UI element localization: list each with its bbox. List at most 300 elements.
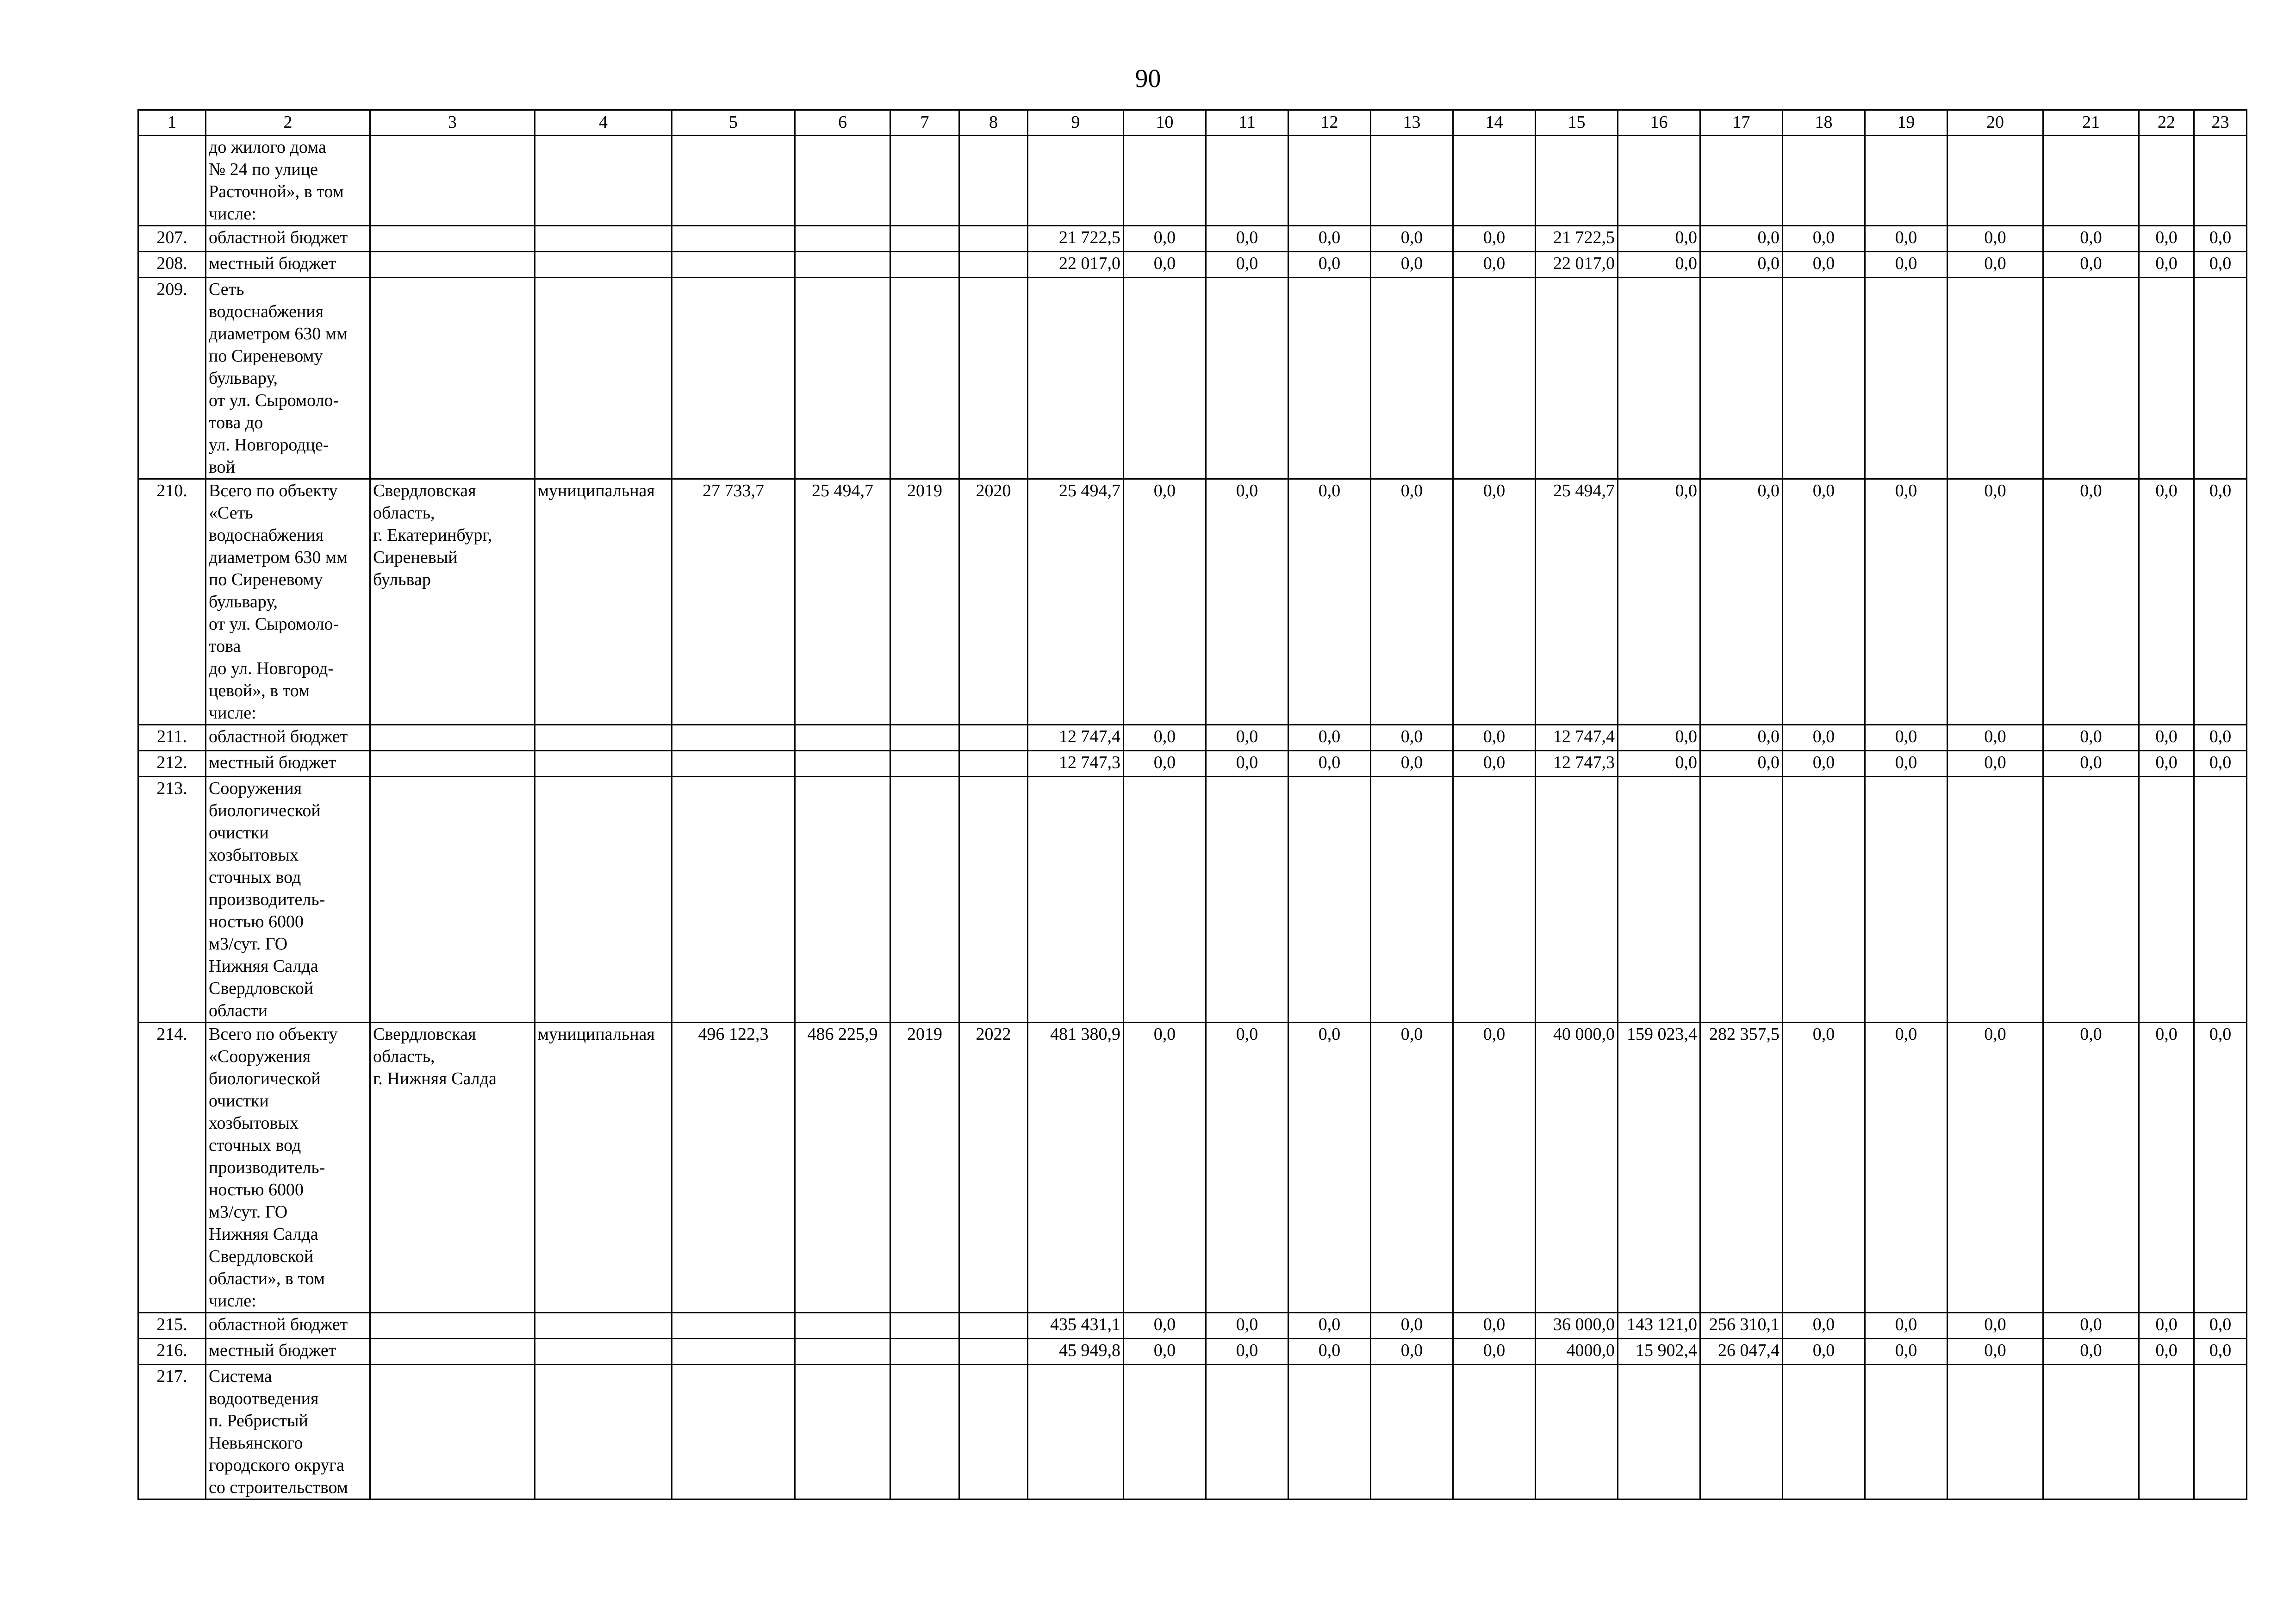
amount-cell: 159 023,4 [1618,1023,1700,1313]
ownership-cell [535,278,672,479]
ownership-cell [535,226,672,252]
row-number-cell: 209. [138,278,206,479]
amount-cell: 0,0 [1371,751,1453,777]
amount-cell [2194,136,2247,226]
cost-cell [795,278,890,479]
amount-cell: 0,0 [1453,1339,1536,1365]
page-number: 90 [1135,64,1161,93]
name-cell: до жилого дома № 24 по улице Расточной», в том числе: [206,136,370,226]
ownership-cell [535,252,672,278]
year-cell [890,1339,959,1365]
amount-cell [1865,136,1948,226]
column-header: 2 [206,110,370,136]
amount-cell: 25 494,7 [1028,479,1124,725]
column-header: 14 [1453,110,1536,136]
amount-cell [2043,1365,2139,1499]
column-header: 16 [1618,110,1700,136]
cost-cell [795,226,890,252]
column-header: 20 [1948,110,2043,136]
budget-table [137,109,2247,1500]
amount-cell [2043,136,2139,226]
table-row [138,1313,2247,1339]
amount-cell [2139,278,2194,479]
amount-cell: 0,0 [1206,1339,1288,1365]
amount-cell [1700,136,1783,226]
cost-cell [672,751,795,777]
ownership-cell [535,725,672,751]
table-row [138,725,2247,751]
column-header: 22 [2139,110,2194,136]
location-cell [370,1339,535,1365]
row-number-cell: 213. [138,777,206,1023]
cost-cell [795,725,890,751]
cost-cell: 486 225,9 [795,1023,890,1313]
year-cell [959,226,1028,252]
amount-cell [2194,777,2247,1023]
amount-cell: 0,0 [1700,479,1783,725]
amount-cell: 0,0 [2139,1313,2194,1339]
amount-cell [1206,777,1288,1023]
amount-cell [1865,777,1948,1023]
amount-cell [1288,136,1371,226]
column-header: 9 [1028,110,1124,136]
amount-cell [1453,777,1536,1023]
amount-cell: 0,0 [1948,1023,2043,1313]
location-cell [370,777,535,1023]
amount-cell: 0,0 [2139,725,2194,751]
amount-cell: 0,0 [1783,226,1865,252]
amount-cell: 21 722,5 [1028,226,1124,252]
amount-cell [1618,278,1700,479]
amount-cell [1536,278,1618,479]
column-header: 17 [1700,110,1783,136]
year-cell [890,1313,959,1339]
row-number-cell: 207. [138,226,206,252]
amount-cell: 21 722,5 [1536,226,1618,252]
amount-cell: 0,0 [2139,1339,2194,1365]
amount-cell: 0,0 [2043,1339,2139,1365]
amount-cell: 0,0 [1783,1023,1865,1313]
name-cell: Всего по объекту «Сооружения биологической очистки хозбытовых сточных вод производитель- ностью 6000 м3/сут. ГО Нижняя Салда Свердловской области», в том числе: [206,1023,370,1313]
amount-cell [2194,1365,2247,1499]
location-cell [370,1313,535,1339]
table-row [138,1339,2247,1365]
location-cell [370,725,535,751]
year-cell: 2019 [890,1023,959,1313]
amount-cell: 0,0 [1124,479,1206,725]
amount-cell [1124,136,1206,226]
amount-cell: 0,0 [1371,725,1453,751]
amount-cell [1028,278,1124,479]
amount-cell: 0,0 [1288,725,1371,751]
amount-cell: 0,0 [1453,226,1536,252]
year-cell [959,252,1028,278]
amount-cell: 0,0 [1783,479,1865,725]
column-header: 13 [1371,110,1453,136]
amount-cell [2139,1365,2194,1499]
amount-cell: 45 949,8 [1028,1339,1124,1365]
amount-cell: 0,0 [2194,1023,2247,1313]
amount-cell: 0,0 [1371,252,1453,278]
amount-cell: 0,0 [1865,226,1948,252]
amount-cell [1028,136,1124,226]
name-cell: областной бюджет [206,725,370,751]
ownership-cell [535,777,672,1023]
amount-cell: 0,0 [1371,226,1453,252]
amount-cell: 0,0 [1124,1339,1206,1365]
amount-cell: 0,0 [2139,751,2194,777]
table-row [138,136,2247,226]
amount-cell [1206,278,1288,479]
amount-cell [1948,136,2043,226]
amount-cell: 40 000,0 [1536,1023,1618,1313]
amount-cell [2043,278,2139,479]
amount-cell: 0,0 [2194,226,2247,252]
column-header: 6 [795,110,890,136]
amount-cell: 0,0 [2194,751,2247,777]
column-header: 1 [138,110,206,136]
amount-cell: 0,0 [1865,751,1948,777]
amount-cell [1700,1365,1783,1499]
column-header: 19 [1865,110,1948,136]
amount-cell: 12 747,4 [1028,725,1124,751]
year-cell [959,725,1028,751]
cost-cell: 27 733,7 [672,479,795,725]
name-cell: Сеть водоснабжения диаметром 630 мм по Сиреневому бульвару, от ул. Сыромоло- това до ул. Новгородце- вой [206,278,370,479]
amount-cell: 0,0 [1865,1023,1948,1313]
amount-cell: 0,0 [2139,252,2194,278]
amount-cell: 0,0 [1700,725,1783,751]
amount-cell [1453,278,1536,479]
cost-cell [672,777,795,1023]
location-cell [370,751,535,777]
amount-cell: 0,0 [1783,1313,1865,1339]
column-header: 8 [959,110,1028,136]
amount-cell: 0,0 [1618,751,1700,777]
location-cell [370,136,535,226]
amount-cell: 0,0 [2194,252,2247,278]
year-cell [959,1365,1028,1499]
table-row [138,1365,2247,1499]
amount-cell: 0,0 [1124,751,1206,777]
amount-cell: 12 747,3 [1536,751,1618,777]
amount-cell [1124,777,1206,1023]
column-header: 12 [1288,110,1371,136]
amount-cell: 0,0 [1206,1023,1288,1313]
row-number-cell: 217. [138,1365,206,1499]
amount-cell: 0,0 [1618,252,1700,278]
amount-cell: 36 000,0 [1536,1313,1618,1339]
amount-cell [1371,1365,1453,1499]
cost-cell [672,725,795,751]
row-number-cell: 208. [138,252,206,278]
amount-cell: 0,0 [2043,252,2139,278]
column-header: 21 [2043,110,2139,136]
row-number-cell: 216. [138,1339,206,1365]
amount-cell: 0,0 [1371,479,1453,725]
amount-cell [1948,278,2043,479]
amount-cell: 0,0 [1865,1313,1948,1339]
table-row [138,278,2247,479]
amount-cell [1618,136,1700,226]
amount-cell: 0,0 [1700,226,1783,252]
amount-cell: 0,0 [1783,725,1865,751]
column-header: 10 [1124,110,1206,136]
cost-cell: 25 494,7 [795,479,890,725]
column-header: 5 [672,110,795,136]
amount-cell: 0,0 [1618,226,1700,252]
amount-cell: 12 747,4 [1536,725,1618,751]
amount-cell: 0,0 [1124,1313,1206,1339]
location-cell [370,226,535,252]
location-cell [370,1365,535,1499]
year-cell [890,252,959,278]
amount-cell: 12 747,3 [1028,751,1124,777]
amount-cell [2043,777,2139,1023]
name-cell: местный бюджет [206,1339,370,1365]
ownership-cell: муниципальная [535,479,672,725]
year-cell: 2022 [959,1023,1028,1313]
amount-cell [1700,777,1783,1023]
location-cell: Свердловская область, г. Екатеринбург, Сиреневый бульвар [370,479,535,725]
amount-cell: 0,0 [1288,1313,1371,1339]
amount-cell: 0,0 [1206,1313,1288,1339]
amount-cell [1865,1365,1948,1499]
name-cell: областной бюджет [206,226,370,252]
amount-cell [2139,136,2194,226]
amount-cell [1371,136,1453,226]
cost-cell [672,1313,795,1339]
amount-cell: 0,0 [2194,1313,2247,1339]
cost-cell: 496 122,3 [672,1023,795,1313]
amount-cell: 0,0 [1453,725,1536,751]
row-number-cell: 210. [138,479,206,725]
amount-cell: 0,0 [1453,1313,1536,1339]
year-cell [959,1339,1028,1365]
amount-cell: 22 017,0 [1028,252,1124,278]
table-row [138,479,2247,725]
year-cell: 2020 [959,479,1028,725]
amount-cell [1700,278,1783,479]
amount-cell [1371,777,1453,1023]
cost-cell [795,1339,890,1365]
amount-cell [1618,777,1700,1023]
amount-cell: 282 357,5 [1700,1023,1783,1313]
year-cell [890,226,959,252]
amount-cell: 15 902,4 [1618,1339,1700,1365]
year-cell [890,136,959,226]
year-cell [959,278,1028,479]
year-cell [959,751,1028,777]
cost-cell [795,136,890,226]
amount-cell [1371,278,1453,479]
amount-cell [1028,1365,1124,1499]
amount-cell: 25 494,7 [1536,479,1618,725]
row-number-cell: 211. [138,725,206,751]
amount-cell: 0,0 [1206,479,1288,725]
amount-cell: 0,0 [1453,479,1536,725]
year-cell [959,777,1028,1023]
row-number-cell: 214. [138,1023,206,1313]
header-row [138,110,2247,136]
amount-cell: 0,0 [1124,725,1206,751]
year-cell [959,136,1028,226]
amount-cell: 481 380,9 [1028,1023,1124,1313]
year-cell [959,1313,1028,1339]
amount-cell [1536,777,1618,1023]
amount-cell: 0,0 [1206,751,1288,777]
amount-cell: 0,0 [2139,226,2194,252]
amount-cell: 0,0 [2043,725,2139,751]
amount-cell: 0,0 [2043,1313,2139,1339]
amount-cell: 0,0 [2194,725,2247,751]
table-row [138,226,2247,252]
table-row [138,751,2247,777]
amount-cell [1453,1365,1536,1499]
amount-cell: 0,0 [1453,252,1536,278]
amount-cell: 0,0 [1618,725,1700,751]
amount-cell: 0,0 [1783,751,1865,777]
amount-cell: 0,0 [1371,1313,1453,1339]
amount-cell: 0,0 [1783,252,1865,278]
amount-cell [1948,777,2043,1023]
amount-cell [1783,1365,1865,1499]
amount-cell: 0,0 [1371,1023,1453,1313]
amount-cell [1536,1365,1618,1499]
amount-cell: 0,0 [1948,725,2043,751]
amount-cell: 0,0 [1206,252,1288,278]
amount-cell: 0,0 [2043,1023,2139,1313]
year-cell: 2019 [890,479,959,725]
amount-cell: 0,0 [2043,479,2139,725]
amount-cell: 0,0 [1288,751,1371,777]
amount-cell [1124,1365,1206,1499]
cost-cell [672,278,795,479]
cost-cell [672,1339,795,1365]
amount-cell: 0,0 [2043,751,2139,777]
name-cell: местный бюджет [206,751,370,777]
column-header: 23 [2194,110,2247,136]
amount-cell [1783,777,1865,1023]
year-cell [890,1365,959,1499]
column-header: 11 [1206,110,1288,136]
amount-cell [1453,136,1536,226]
amount-cell: 0,0 [1948,1313,2043,1339]
amount-cell: 0,0 [1288,1023,1371,1313]
amount-cell: 0,0 [1206,226,1288,252]
location-cell [370,278,535,479]
amount-cell: 0,0 [1124,226,1206,252]
amount-cell: 0,0 [1288,1339,1371,1365]
amount-cell [1124,278,1206,479]
cost-cell [795,751,890,777]
amount-cell [2139,777,2194,1023]
amount-cell [1206,1365,1288,1499]
amount-cell: 0,0 [1700,252,1783,278]
ownership-cell: муниципальная [535,1023,672,1313]
cost-cell [795,1313,890,1339]
column-header: 18 [1783,110,1865,136]
table-row [138,777,2247,1023]
amount-cell: 256 310,1 [1700,1313,1783,1339]
amount-cell: 0,0 [1618,479,1700,725]
amount-cell: 0,0 [1865,725,1948,751]
amount-cell: 0,0 [2139,479,2194,725]
name-cell: местный бюджет [206,252,370,278]
table-row [138,1023,2247,1313]
amount-cell: 0,0 [1124,252,1206,278]
location-cell: Свердловская область, г. Нижняя Салда [370,1023,535,1313]
ownership-cell [535,136,672,226]
amount-cell: 0,0 [1371,1339,1453,1365]
year-cell [890,777,959,1023]
amount-cell: 0,0 [1948,751,2043,777]
amount-cell: 0,0 [1948,226,2043,252]
cost-cell [672,226,795,252]
amount-cell: 143 121,0 [1618,1313,1700,1339]
amount-cell: 4000,0 [1536,1339,1618,1365]
ownership-cell [535,751,672,777]
amount-cell [1783,136,1865,226]
amount-cell: 0,0 [2194,1339,2247,1365]
amount-cell [1288,278,1371,479]
name-cell: Всего по объекту «Сеть водоснабжения диаметром 630 мм по Сиреневому бульвару, от ул. Сыромоло- това до ул. Новгород- цевой», в том числе: [206,479,370,725]
amount-cell: 0,0 [1288,226,1371,252]
column-header: 4 [535,110,672,136]
amount-cell [1948,1365,2043,1499]
row-number-cell [138,136,206,226]
amount-cell: 0,0 [2194,479,2247,725]
column-header: 3 [370,110,535,136]
amount-cell: 0,0 [1124,1023,1206,1313]
amount-cell: 0,0 [1700,751,1783,777]
amount-cell [1536,136,1618,226]
amount-cell [1028,777,1124,1023]
name-cell: Сооружения биологической очистки хозбытовых сточных вод производитель- ностью 6000 м3/сут. ГО Нижняя Салда Свердловской области [206,777,370,1023]
name-cell: областной бюджет [206,1313,370,1339]
cost-cell [672,1365,795,1499]
amount-cell [1288,777,1371,1023]
amount-cell [2194,278,2247,479]
amount-cell: 0,0 [1453,751,1536,777]
name-cell: Система водоотведения п. Ребристый Невьянского городского округа со строительством [206,1365,370,1499]
ownership-cell [535,1365,672,1499]
amount-cell: 0,0 [1865,479,1948,725]
cost-cell [795,777,890,1023]
amount-cell [1618,1365,1700,1499]
amount-cell: 0,0 [2043,226,2139,252]
amount-cell: 0,0 [1948,1339,2043,1365]
column-header: 7 [890,110,959,136]
location-cell [370,252,535,278]
amount-cell: 435 431,1 [1028,1313,1124,1339]
amount-cell [1206,136,1288,226]
row-number-cell: 212. [138,751,206,777]
cost-cell [672,136,795,226]
amount-cell: 0,0 [1453,1023,1536,1313]
cost-cell [795,252,890,278]
amount-cell: 0,0 [1948,252,2043,278]
year-cell [890,751,959,777]
amount-cell [1783,278,1865,479]
amount-cell: 0,0 [1865,252,1948,278]
year-cell [890,725,959,751]
amount-cell: 0,0 [1783,1339,1865,1365]
amount-cell: 0,0 [1288,479,1371,725]
year-cell [890,278,959,479]
amount-cell: 22 017,0 [1536,252,1618,278]
amount-cell: 0,0 [1865,1339,1948,1365]
